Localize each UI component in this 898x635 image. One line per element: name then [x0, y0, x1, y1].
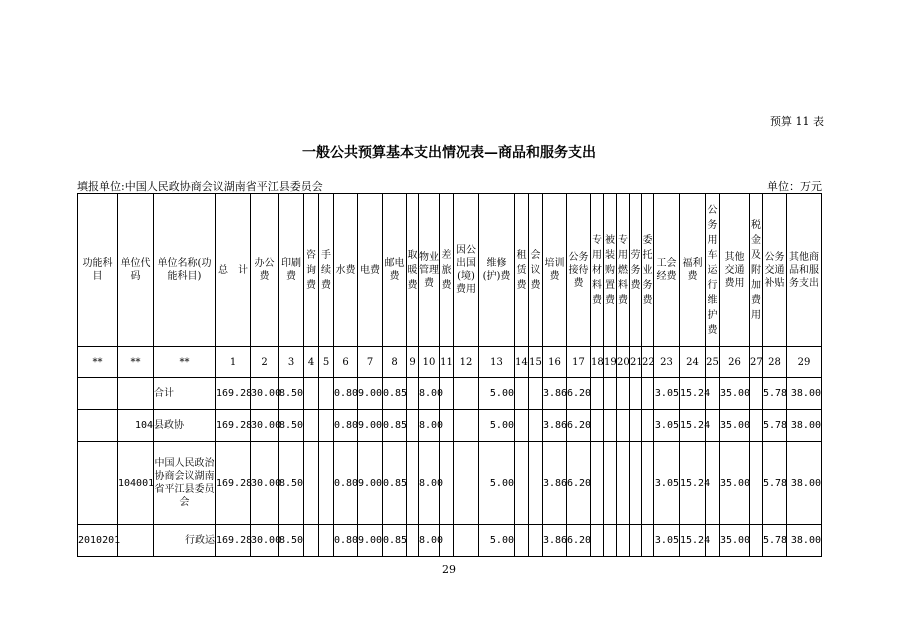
amount-cell: 3.05 [654, 442, 680, 525]
header-union: 工会经费 [654, 194, 680, 347]
header-taxes: 税金及附加费用 [750, 194, 763, 347]
amount-cell [604, 442, 617, 525]
amount-cell: 0.85 [383, 378, 407, 410]
amount-cell: 5.78 [763, 378, 787, 410]
column-number-cell: 11 [440, 347, 454, 378]
column-number-cell: 24 [680, 347, 706, 378]
header-row [78, 194, 822, 347]
amount-cell [407, 410, 419, 442]
amount-cell: 8.50 [279, 525, 304, 557]
amount-cell: 30.00 [251, 410, 279, 442]
header-meeting: 会议费 [529, 194, 543, 347]
amount-cell [630, 410, 642, 442]
header-unit-name: 单位名称(功能科目) [154, 194, 216, 347]
amount-cell: 0.80 [334, 410, 358, 442]
unit-code-cell: 104001 [118, 442, 154, 525]
header-transport-subsidy: 公务交通补贴 [763, 194, 787, 347]
amount-cell: 0.80 [334, 525, 358, 557]
amount-cell: 3.05 [654, 525, 680, 557]
column-number-cell: 26 [720, 347, 750, 378]
currency-unit-label: 单位：万元 [767, 180, 822, 193]
column-number-cell: ** [154, 347, 216, 378]
func-subject-cell [78, 442, 118, 525]
table-row [78, 410, 822, 442]
amount-cell: 30.00 [251, 525, 279, 557]
amount-cell: 15.24 [680, 525, 706, 557]
column-number-cell: ** [78, 347, 118, 378]
amount-cell: 3.86 [543, 410, 567, 442]
unit-code-cell [118, 525, 154, 557]
amount-cell: 3.86 [543, 442, 567, 525]
header-unit-code: 单位代码 [118, 194, 154, 347]
column-number-cell: 15 [529, 347, 543, 378]
header-other-goods: 其他商品和服务支出 [787, 194, 822, 347]
amount-cell [750, 378, 763, 410]
amount-cell: 38.00 [787, 378, 822, 410]
amount-cell: 15.24 [680, 378, 706, 410]
column-number-cell: 28 [763, 347, 787, 378]
amount-cell: 169.28 [216, 410, 251, 442]
amount-cell: 5.00 [479, 442, 515, 525]
amount-cell: 35.00 [720, 442, 750, 525]
amount-cell [604, 378, 617, 410]
func-subject-cell [78, 378, 118, 410]
amount-cell: 3.05 [654, 410, 680, 442]
amount-cell [604, 525, 617, 557]
header-training: 培训费 [543, 194, 567, 347]
amount-cell: 35.00 [720, 525, 750, 557]
column-number-cell: 6 [334, 347, 358, 378]
amount-cell [304, 525, 319, 557]
amount-cell: 0.80 [334, 378, 358, 410]
amount-cell: 5.78 [763, 410, 787, 442]
amount-cell [515, 525, 529, 557]
amount-cell: 15.24 [680, 442, 706, 525]
amount-cell [515, 378, 529, 410]
header-other-transport: 其他交通费用 [720, 194, 750, 347]
amount-cell [642, 378, 654, 410]
unit-code-cell: 104 [118, 410, 154, 442]
func-subject-cell [78, 410, 118, 442]
amount-cell: 8.00 [419, 442, 440, 525]
amount-cell: 0.85 [383, 442, 407, 525]
column-number-cell: 29 [787, 347, 822, 378]
header-total: 总 计 [216, 194, 251, 347]
amount-cell: 8.00 [419, 378, 440, 410]
amount-cell: 9.00 [358, 410, 383, 442]
amount-cell: 5.78 [763, 525, 787, 557]
amount-cell [454, 378, 479, 410]
amount-cell: 169.28 [216, 525, 251, 557]
header-printing: 印刷费 [279, 194, 304, 347]
amount-cell [454, 442, 479, 525]
amount-cell [319, 525, 334, 557]
amount-cell: 30.00 [251, 442, 279, 525]
amount-cell: 0.85 [383, 410, 407, 442]
amount-cell [529, 410, 543, 442]
amount-cell [750, 442, 763, 525]
amount-cell [642, 525, 654, 557]
header-uniform: 被装购置费 [604, 194, 617, 347]
amount-cell [304, 442, 319, 525]
amount-cell: 15.24 [680, 410, 706, 442]
amount-cell [630, 525, 642, 557]
header-electricity: 电费 [358, 194, 383, 347]
amount-cell [617, 378, 630, 410]
amount-cell [630, 378, 642, 410]
amount-cell [591, 410, 604, 442]
amount-cell [304, 410, 319, 442]
amount-cell: 9.00 [358, 378, 383, 410]
column-number-cell: 19 [604, 347, 617, 378]
amount-cell: 8.50 [279, 410, 304, 442]
header-heating: 取暖费 [407, 194, 419, 347]
amount-cell [591, 378, 604, 410]
amount-cell: 38.00 [787, 525, 822, 557]
column-number-cell: 3 [279, 347, 304, 378]
table-row [78, 525, 822, 557]
header-reception: 公务接待费 [567, 194, 591, 347]
amount-cell [407, 378, 419, 410]
amount-cell: 35.00 [720, 410, 750, 442]
amount-cell [630, 442, 642, 525]
form-number-label: 预算 11 表 [770, 115, 824, 128]
unit-code-cell [118, 378, 154, 410]
amount-cell: 6.20 [567, 442, 591, 525]
header-vehicle: 公务用车运行维护费 [706, 194, 720, 347]
unit-name-cell: 县政协 [154, 410, 216, 442]
column-number-cell: 27 [750, 347, 763, 378]
amount-cell [617, 442, 630, 525]
amount-cell [454, 525, 479, 557]
header-abroad: 因公出国(境)费用 [454, 194, 479, 347]
reporting-unit-label: 填报单位:中国人民政协商会议湖南省平江县委员会 [77, 180, 323, 193]
amount-cell: 9.00 [358, 525, 383, 557]
amount-cell [529, 442, 543, 525]
amount-cell [750, 410, 763, 442]
amount-cell: 0.80 [334, 442, 358, 525]
header-office: 办公费 [251, 194, 279, 347]
table-row [78, 378, 822, 410]
amount-cell [304, 378, 319, 410]
column-number-cell: 9 [407, 347, 419, 378]
column-number-row [78, 347, 822, 378]
amount-cell [529, 378, 543, 410]
column-number-cell: 2 [251, 347, 279, 378]
header-service-fee: 手续费 [319, 194, 334, 347]
column-number-cell: ** [118, 347, 154, 378]
column-number-cell: 21 [630, 347, 642, 378]
amount-cell: 35.00 [720, 378, 750, 410]
budget-table [77, 193, 822, 557]
column-number-cell: 14 [515, 347, 529, 378]
amount-cell: 3.86 [543, 378, 567, 410]
header-water: 水费 [334, 194, 358, 347]
amount-cell: 8.00 [419, 410, 440, 442]
amount-cell: 9.00 [358, 442, 383, 525]
amount-cell: 8.50 [279, 442, 304, 525]
table-row [78, 442, 822, 525]
amount-cell [642, 410, 654, 442]
column-number-cell: 7 [358, 347, 383, 378]
amount-cell: 38.00 [787, 410, 822, 442]
amount-cell: 8.50 [279, 378, 304, 410]
column-number-cell: 22 [642, 347, 654, 378]
amount-cell [617, 525, 630, 557]
column-number-cell: 17 [567, 347, 591, 378]
amount-cell [515, 410, 529, 442]
amount-cell: 30.00 [251, 378, 279, 410]
amount-cell [529, 525, 543, 557]
amount-cell [407, 442, 419, 525]
header-rent: 租赁费 [515, 194, 529, 347]
func-subject-cell: 2010201 [78, 525, 118, 557]
amount-cell [750, 525, 763, 557]
amount-cell [319, 442, 334, 525]
unit-name-cell: 行政运 [154, 525, 216, 557]
amount-cell: 169.28 [216, 442, 251, 525]
unit-info-row [77, 178, 822, 194]
amount-cell: 6.20 [567, 410, 591, 442]
header-special-fuel: 专用燃料费 [617, 194, 630, 347]
amount-cell [454, 410, 479, 442]
header-property: 物业管理费 [419, 194, 440, 347]
column-number-cell: 25 [706, 347, 720, 378]
header-travel: 差旅费 [440, 194, 454, 347]
column-number-cell: 13 [479, 347, 515, 378]
header-postal: 邮电费 [383, 194, 407, 347]
column-number-cell: 8 [383, 347, 407, 378]
amount-cell: 5.00 [479, 410, 515, 442]
amount-cell: 169.28 [216, 378, 251, 410]
column-number-cell: 1 [216, 347, 251, 378]
amount-cell [319, 410, 334, 442]
unit-name-cell: 中国人民政治协商会议湖南省平江县委员会 [154, 442, 216, 525]
amount-cell: 6.20 [567, 378, 591, 410]
column-number-cell: 20 [617, 347, 630, 378]
amount-cell: 5.00 [479, 378, 515, 410]
column-number-cell: 16 [543, 347, 567, 378]
column-number-cell: 5 [319, 347, 334, 378]
column-number-cell: 18 [591, 347, 604, 378]
page-title: 一般公共预算基本支出情况表—商品和服务支出 [302, 145, 596, 161]
amount-cell: 5.78 [763, 442, 787, 525]
amount-cell: 5.00 [479, 525, 515, 557]
amount-cell: 0.85 [383, 525, 407, 557]
header-welfare: 福利费 [680, 194, 706, 347]
amount-cell: 8.00 [419, 525, 440, 557]
amount-cell [407, 525, 419, 557]
amount-cell [515, 442, 529, 525]
column-number-cell: 23 [654, 347, 680, 378]
amount-cell [642, 442, 654, 525]
page-number: 29 [442, 563, 456, 576]
header-labor: 劳务费 [630, 194, 642, 347]
amount-cell: 3.05 [654, 378, 680, 410]
column-number-cell: 4 [304, 347, 319, 378]
amount-cell [591, 442, 604, 525]
amount-cell [591, 525, 604, 557]
header-special-material: 专用材料费 [591, 194, 604, 347]
unit-name-cell: 合计 [154, 378, 216, 410]
header-entrusted: 委托业务费 [642, 194, 654, 347]
amount-cell [617, 410, 630, 442]
column-number-cell: 12 [454, 347, 479, 378]
amount-cell [319, 378, 334, 410]
header-func-subject: 功能科目 [78, 194, 118, 347]
column-number-cell: 10 [419, 347, 440, 378]
amount-cell: 3.86 [543, 525, 567, 557]
header-maintenance: 维修(护)费 [479, 194, 515, 347]
amount-cell: 38.00 [787, 442, 822, 525]
header-consulting: 咨询费 [304, 194, 319, 347]
amount-cell: 6.20 [567, 525, 591, 557]
amount-cell [604, 410, 617, 442]
